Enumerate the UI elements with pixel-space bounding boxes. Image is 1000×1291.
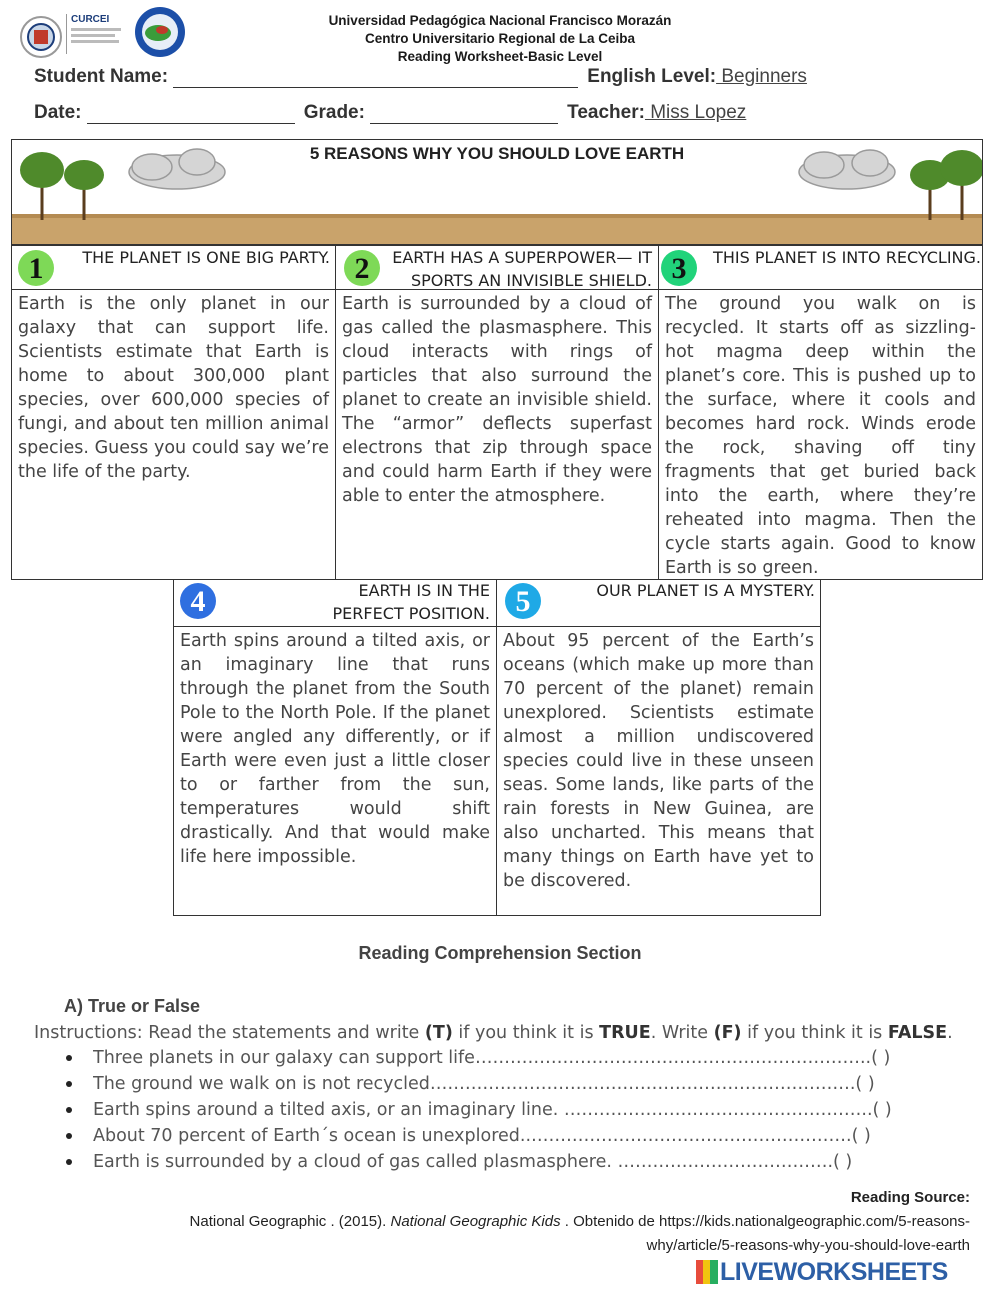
liveworksheets-watermark: LIVEWORKSHEETS bbox=[696, 1258, 996, 1286]
source-url: why/article/5-reasons-why-you-should-love-earth bbox=[646, 1237, 970, 1254]
reason-3-title-cell bbox=[658, 245, 983, 290]
worksheet-title: Reading Worksheet-Basic Level bbox=[397, 49, 603, 64]
english-level-label: English Level: bbox=[587, 66, 717, 87]
date-field[interactable] bbox=[87, 106, 295, 124]
reason-1-title: THE PLANET IS ONE BIG PARTY. bbox=[82, 248, 330, 267]
reason-3-text: The ground you walk on is recycled. It starts off as sizzling-hot magma deep within the planet’s core. This is pushed up to the surface, where it cools and becomes hard rock. Winds erode the rock, shaving off tiny fragments that get buried back into the earth, where they’re reheated into magma. Then the cycle starts again. Good to know Earth is so green. bbox=[658, 289, 983, 580]
earth-banner bbox=[11, 139, 983, 245]
date-label: Date: bbox=[34, 102, 82, 123]
bullet bbox=[66, 1055, 72, 1061]
reason-2-text: Earth is surrounded by a cloud of gas called the plasmasphere. This cloud interacts with rings of particles that also surround the planet to create an invisible shield. The “armor” deflects superfast electrons that zip through space and could harm Earth if they were able to enter the atmosphere. bbox=[335, 289, 659, 580]
number-5-icon: 5 bbox=[505, 583, 541, 619]
statement-4[interactable]: About 70 percent of Earth´s ocean is unexplored..……………………………………………….( ) bbox=[93, 1126, 871, 1146]
english-level-value: Beginners bbox=[716, 66, 807, 87]
statement-3[interactable]: Earth spins around a tilted axis, or an imaginary line. ……………………………………………..( ) bbox=[93, 1100, 892, 1120]
statement-1[interactable]: Three planets in our galaxy can support life…………………………………………………………..( ) bbox=[93, 1048, 891, 1068]
bullet bbox=[66, 1159, 72, 1165]
teacher-value: Miss Lopez bbox=[644, 102, 747, 123]
student-name-field[interactable] bbox=[173, 70, 578, 88]
reason-4-title-cell bbox=[173, 579, 497, 627]
date-row bbox=[34, 102, 746, 124]
center-name: Centro Universitario Regional de La Ceiba bbox=[364, 31, 636, 46]
bullet bbox=[66, 1133, 72, 1139]
reason-1-text: Earth is the only planet in our galaxy that can support life. Scientists estimate that Earth is home to about 300,000 plant species, over 600,000 species of fungi, and about ten million animal species. Guess you could say we’re the life of the party. bbox=[11, 289, 336, 580]
number-2-icon: 2 bbox=[344, 250, 380, 286]
grade-field[interactable] bbox=[370, 106, 558, 124]
curcei-logo: CURCEI bbox=[66, 14, 130, 54]
student-name-row bbox=[34, 66, 807, 88]
reason-2-title-cell bbox=[335, 245, 659, 290]
reason-5-title: OUR PLANET IS A MYSTERY. bbox=[596, 581, 815, 600]
number-1-icon: 1 bbox=[18, 250, 54, 286]
number-3-icon: 3 bbox=[661, 250, 697, 286]
grade-label: Grade: bbox=[303, 102, 365, 123]
source-label: Reading Source: bbox=[850, 1189, 970, 1206]
statement-2[interactable]: The ground we walk on is not recycled……………………………………………………………….( ) bbox=[93, 1074, 875, 1094]
reason-5-text: About 95 percent of the Earth’s oceans (which make up more than 70 percent of the planet) remain unexplored. Scientists estimate almost a million undiscovered species could live in these unseen seas. Some lands, like parts of the rain forests in New Guinea, are also uncharted. This means that many things on Earth have yet to be discovered. bbox=[496, 626, 821, 916]
reason-2-title: EARTH HAS A SUPERPOWER— IT SPORTS AN INVISIBLE SHIELD. bbox=[392, 248, 652, 290]
reason-4-title: EARTH IS IN THE PERFECT POSITION. bbox=[332, 581, 490, 623]
student-name-label: Student Name: bbox=[34, 66, 169, 87]
bullet bbox=[66, 1107, 72, 1113]
instructions: Instructions: Read the statements and write (T) if you think it is TRUE. Write (F) if you think it is FALSE. bbox=[34, 1023, 953, 1043]
banner-title: 5 REASONS WHY YOU SHOULD LOVE EARTH bbox=[309, 144, 685, 163]
reason-3-title: THIS PLANET IS INTO RECYCLING. bbox=[713, 248, 981, 267]
reason-1-title-cell bbox=[11, 245, 336, 290]
reason-5-title-cell bbox=[496, 579, 821, 627]
statement-5[interactable]: Earth is surrounded by a cloud of gas called plasmasphere. ……………………………….( ) bbox=[93, 1152, 853, 1172]
part-title: A) True or False bbox=[64, 996, 201, 1016]
reason-4-text: Earth spins around a tilted axis, or an imaginary line that runs through the planet from the South Pole to the North Pole. If the planet were angled any differently, or if Earth were even just a little closer to or farther from the sun, temperatures would shift drastically. And that would make life here impossible. bbox=[173, 626, 497, 916]
liveworksheets-logo-icon bbox=[696, 1260, 718, 1284]
teacher-label: Teacher: bbox=[567, 102, 645, 123]
section-title: Reading Comprehension Section bbox=[358, 943, 642, 963]
university-name: Universidad Pedagógica Nacional Francisco Morazán bbox=[328, 13, 672, 28]
bullet bbox=[66, 1081, 72, 1087]
source-citation: National Geographic . (2015). National Geographic Kids . Obtenido de https://kids.nationalgeographic.com/5-reasons- bbox=[189, 1213, 970, 1230]
number-4-icon: 4 bbox=[180, 583, 216, 619]
